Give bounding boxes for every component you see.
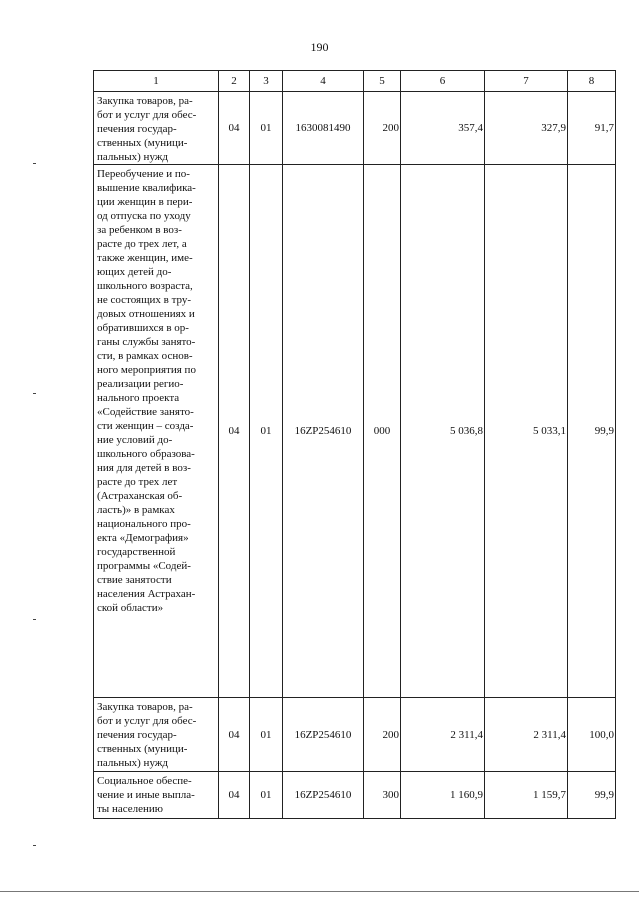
scan-margin-mark: [33, 619, 36, 620]
header-cell-3: 3: [250, 71, 283, 92]
row-expense-type: 200: [364, 92, 401, 165]
row-executed: 1 159,7: [485, 772, 568, 819]
header-cell-6: 6: [401, 71, 485, 92]
row-expense-type: 300: [364, 772, 401, 819]
header-cell-5: 5: [364, 71, 401, 92]
row-executed: 327,9: [485, 92, 568, 165]
row-expense-type: 000: [364, 165, 401, 698]
table-row: [94, 772, 616, 819]
scan-bottom-edge: [0, 891, 639, 892]
header-cell-8: 8: [568, 71, 616, 92]
header-cell-4: 4: [283, 71, 364, 92]
row-name: Закупка товаров, ра- бот и услуг для обес- печения государ- ственных (муници- пальных) нужд: [94, 92, 219, 165]
row-name: Переобучение и по- вышение квалифика- ции женщин в пери- од отпуска по уходу за ребенком в воз- расте до трех лет, а также женщин, име- ющих детей до- школьного возраста, не состоящих в тру- довых отношениях и обратившихся в ор- ганы службы занято- сти, в рамках основ- ного мероприятия по реализации регио- нального проекта «Содействие занято- сти женщин – созда- ние условий до- школьного образова- ния для детей в воз- расте до трех лет (Астраханская об- ласть)» в рамках национального про- екта «Демография» государственной программы «Содей- ствие занятости населения Астрахан- ской области»: [94, 165, 219, 698]
row-subsection: 01: [250, 698, 283, 772]
header-cell-7: 7: [485, 71, 568, 92]
row-percent: 99,9: [568, 165, 616, 698]
row-percent: 100,0: [568, 698, 616, 772]
row-subsection: 01: [250, 165, 283, 698]
row-expense-type: 200: [364, 698, 401, 772]
table-row: [94, 165, 616, 698]
row-executed: 2 311,4: [485, 698, 568, 772]
row-name: Социальное обеспе- чение и иные выпла- ты населению: [94, 772, 219, 819]
header-cell-2: 2: [219, 71, 250, 92]
row-section: 04: [219, 92, 250, 165]
row-planned: 1 160,9: [401, 772, 485, 819]
scan-margin-mark: [33, 845, 36, 846]
row-planned: 5 036,8: [401, 165, 485, 698]
row-section: 04: [219, 698, 250, 772]
row-name: Закупка товаров, ра- бот и услуг для обес- печения государ- ственных (муници- пальных) нужд: [94, 698, 219, 772]
page-number: 190: [310, 40, 329, 54]
row-executed: 5 033,1: [485, 165, 568, 698]
table-row: [94, 698, 616, 772]
table-header-row: [94, 71, 616, 92]
row-target-article: 16ZP254610: [283, 165, 364, 698]
row-subsection: 01: [250, 92, 283, 165]
row-subsection: 01: [250, 772, 283, 819]
budget-table: [93, 70, 616, 819]
table-row: [94, 92, 616, 165]
header-cell-1: 1: [94, 71, 219, 92]
row-target-article: 1630081490: [283, 92, 364, 165]
row-percent: 99,9: [568, 772, 616, 819]
row-percent: 91,7: [568, 92, 616, 165]
row-planned: 357,4: [401, 92, 485, 165]
row-target-article: 16ZP254610: [283, 698, 364, 772]
scan-margin-mark: [33, 393, 36, 394]
row-section: 04: [219, 772, 250, 819]
row-section: 04: [219, 165, 250, 698]
row-planned: 2 311,4: [401, 698, 485, 772]
row-target-article: 16ZP254610: [283, 772, 364, 819]
scan-margin-mark: [33, 163, 36, 164]
